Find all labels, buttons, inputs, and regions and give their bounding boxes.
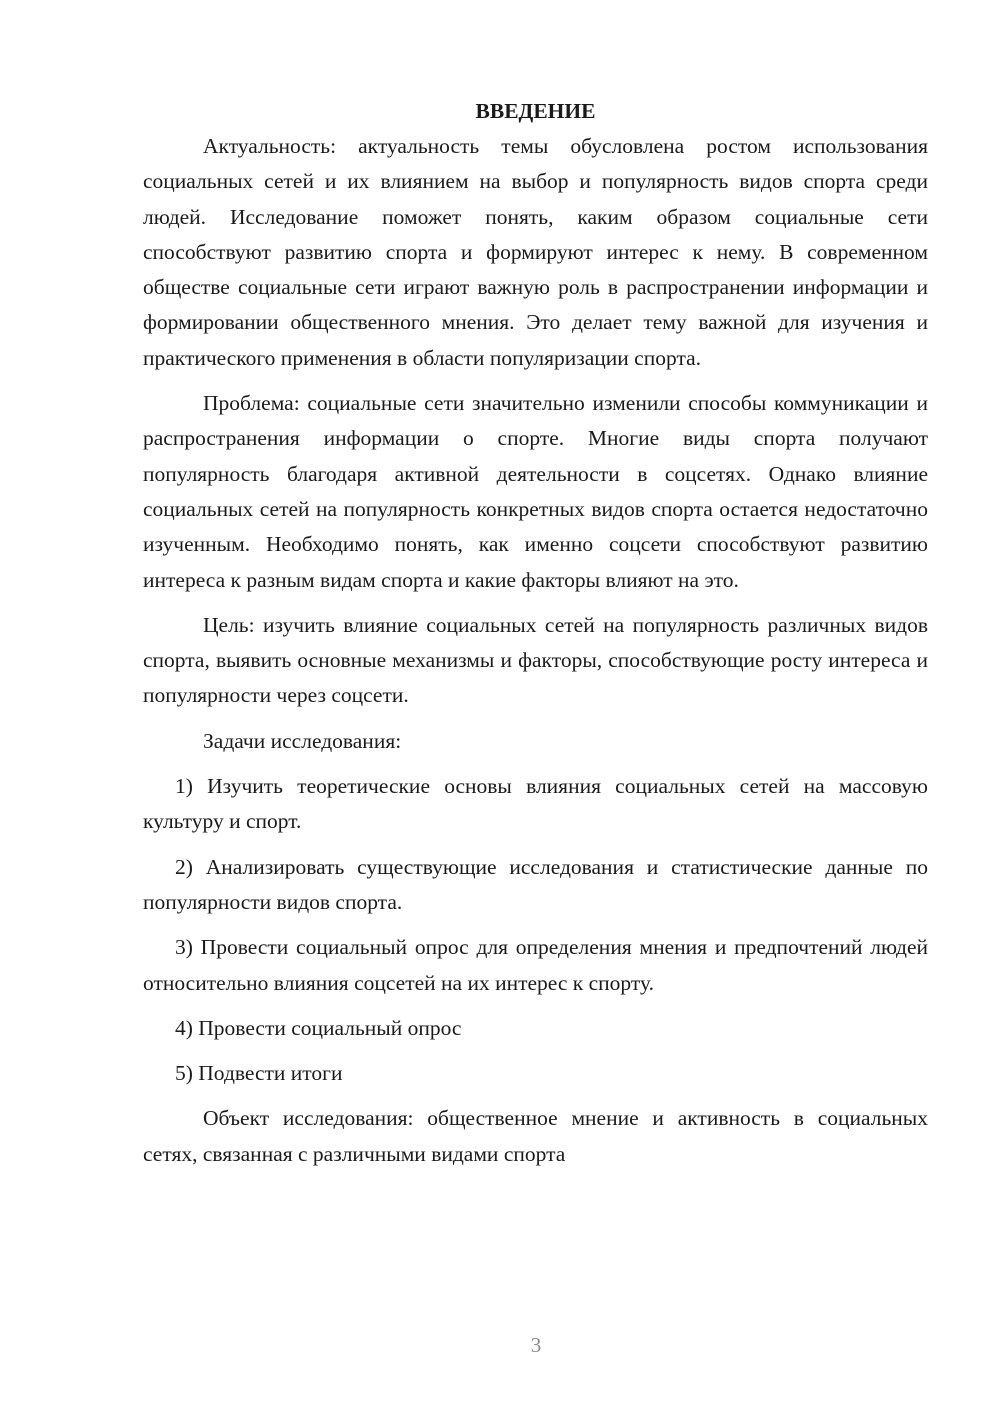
task-item-2: 2) Анализировать существующие исследования и статистические данные по популярности видов спорта.: [143, 854, 928, 914]
tasks-heading: Задачи исследования:: [203, 728, 402, 753]
paragraph-object: Объект исследования: общественное мнение и активность в социальных сетях, связанная с различными видами спорта: [143, 1106, 928, 1166]
paragraph-problem: Проблема: социальные сети значительно изменили способы коммуникации и распространения информации о спорте. Многие виды спорта получают популярность благодаря активной деятельности в соцсетях. Однако влияние социальных сетей на популярность конкретных видов спорта остается недостаточно изученным. Необходимо понять, как именно соцсети способствуют развитию интереса к разным видам спорта и какие факторы влияют на это.: [143, 391, 928, 592]
page-title: ВВЕДЕНИЕ: [475, 99, 596, 123]
paragraph-goal: Цель: изучить влияние социальных сетей на популярность различных видов спорта, выявить основные механизмы и факторы, способствующие росту интереса и популярности через соцсети.: [143, 612, 928, 708]
document-page: [143, 94, 928, 1182]
paragraph-relevance: Актуальность: актуальность темы обусловлена ростом использования социальных сетей и их влиянием на выбор и популярность видов спорта среди людей. Исследование поможет понять, каким образом социальные сети способствуют развитию спорта и формируют интерес к нему. В современном обществе социальные сети играют важную роль в распространении информации и формировании общественного мнения. Это делает тему важной для изучения и практического применения в области популяризации спорта.: [143, 134, 928, 370]
task-item-3: 3) Провести социальный опрос для определения мнения и предпочтений людей относительно влияния соцсетей на их интерес к спорту.: [143, 935, 928, 995]
task-item-5: 5) Подвести итоги: [175, 1061, 343, 1086]
task-item-1: 1) Изучить теоретические основы влияния социальных сетей на массовую культуру и спорт.: [143, 774, 928, 834]
task-item-4: 4) Провести социальный опрос: [175, 1015, 462, 1040]
page-number: 3: [530, 1333, 542, 1357]
